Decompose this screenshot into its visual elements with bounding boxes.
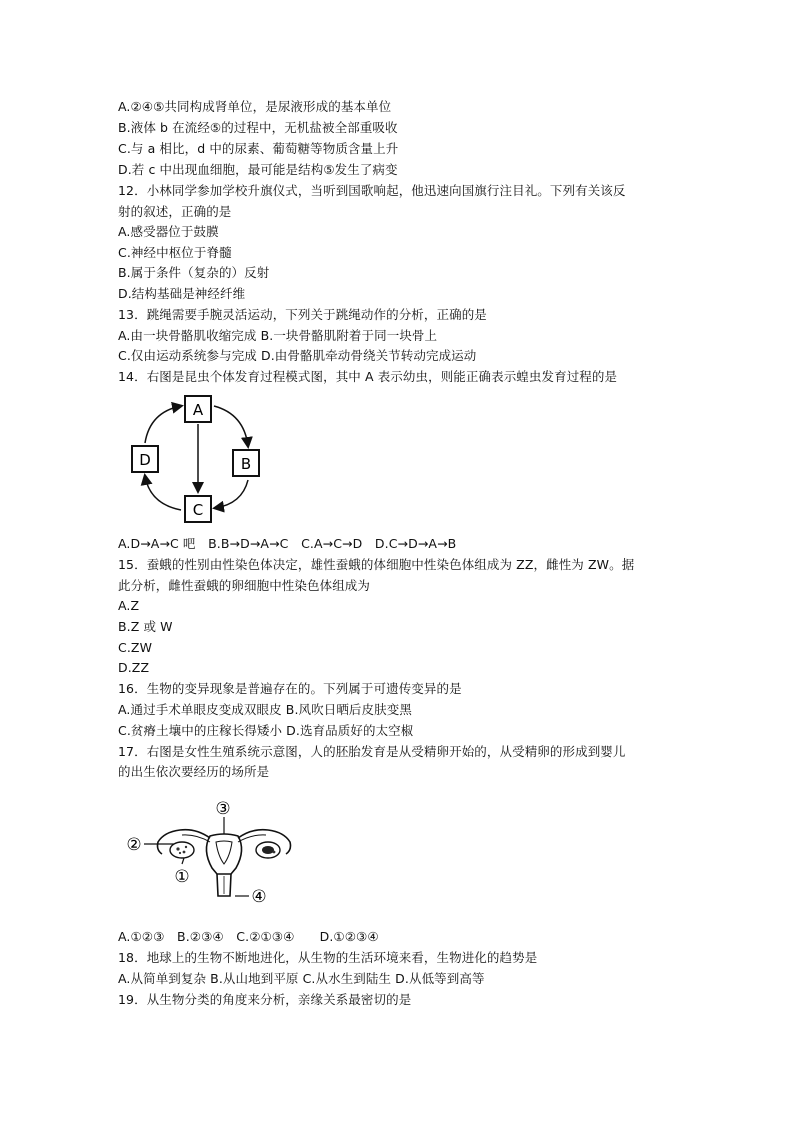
q12-option-a: A.感受器位于鼓膜 bbox=[118, 224, 219, 239]
q11-option-d: D.若 c 中出现血细胞，最可能是结构⑤发生了病变 bbox=[118, 162, 398, 177]
svg-text:A: A bbox=[192, 401, 204, 419]
q16-options-ab: A.通过手术单眼皮变成双眼皮 B.风吹日晒后皮肤变黑 bbox=[118, 702, 412, 717]
q17-stem: 17．右图是女性生殖系统示意图，人的胚胎发育是从受精卵开始的，从受精卵的形成到婴儿 bbox=[118, 744, 626, 759]
arrow-b-to-c bbox=[215, 480, 248, 508]
q15-stem: 15．蚕蛾的性别由性染色体决定，雄性蚕蛾的体细胞中性染色体组成为 ZZ，雌性为 ZW。据 bbox=[118, 557, 635, 572]
q17-stem-cont: 的出生依次要经历的场所是 bbox=[118, 764, 270, 779]
label-4: ④ bbox=[251, 887, 267, 907]
insect-cycle-figure bbox=[118, 390, 278, 526]
cycle-box-a bbox=[185, 396, 211, 422]
q15-option-d: D.ZZ bbox=[118, 660, 150, 675]
cycle-box-c bbox=[185, 496, 211, 522]
label-3: ③ bbox=[215, 799, 231, 819]
label-2: ② bbox=[126, 835, 142, 855]
female-reproductive-figure bbox=[118, 792, 298, 922]
q13-options-ab: A.由一块骨骼肌收缩完成 B.一块骨骼肌附着于同一块骨上 bbox=[118, 328, 438, 343]
q15-option-a: A.Z bbox=[118, 598, 140, 613]
q18-stem: 18．地球上的生物不断地进化，从生物的生活环境来看，生物进化的趋势是 bbox=[118, 950, 538, 965]
arrow-a-to-b bbox=[214, 406, 248, 446]
right-ovary bbox=[256, 842, 280, 858]
svg-text:C: C bbox=[192, 501, 204, 519]
q12-option-c: C.神经中枢位于脊髓 bbox=[118, 245, 232, 260]
q11-option-c: C.与 a 相比，d 中的尿素、葡萄糖等物质含量上升 bbox=[118, 141, 399, 156]
q13-options-cd: C.仅由运动系统参与完成 D.由骨骼肌牵动骨绕关节转动完成运动 bbox=[118, 348, 477, 363]
q15-option-c: C.ZW bbox=[118, 640, 153, 655]
q14-stem: 14．右图是昆虫个体发育过程模式图，其中 A 表示幼虫，则能正确表示蝗虫发育过程的是 bbox=[118, 369, 618, 384]
left-ovary bbox=[170, 842, 194, 858]
q19-stem: 19．从生物分类的角度来分析，亲缘关系最密切的是 bbox=[118, 992, 412, 1007]
cycle-box-d bbox=[132, 446, 158, 472]
q17-options: A.①②③ B.②③④ C.②①③④ D.①②③④ bbox=[118, 929, 379, 944]
arrow-c-to-d bbox=[145, 476, 181, 510]
q15-option-b: B.Z 或 W bbox=[118, 619, 173, 634]
q11-option-b: B.液体 b 在流经⑤的过程中，无机盐被全部重吸收 bbox=[118, 120, 398, 135]
q12-option-b: B.属于条件（复杂的）反射 bbox=[118, 265, 270, 280]
q12-stem-cont: 射的叙述，正确的是 bbox=[118, 204, 232, 219]
svg-text:B: B bbox=[240, 455, 252, 473]
q12-stem: 12．小林同学参加学校升旗仪式，当听到国歌响起，他迅速向国旗行注目礼。下列有关该反 bbox=[118, 183, 626, 198]
q18-options: A.从简单到复杂 B.从山地到平原 C.从水生到陆生 D.从低等到高等 bbox=[118, 971, 485, 986]
uterus bbox=[206, 834, 241, 896]
cycle-box-b bbox=[233, 450, 259, 476]
q16-options-cd: C.贫瘠土壤中的庄稼长得矮小 D.选育品质好的太空椒 bbox=[118, 723, 414, 738]
label-1: ① bbox=[174, 867, 190, 887]
q13-stem: 13．跳绳需要手腕灵活运动，下列关于跳绳动作的分析，正确的是 bbox=[118, 307, 487, 322]
arrow-d-to-a bbox=[145, 406, 181, 443]
svg-text:D: D bbox=[139, 451, 151, 469]
q14-options: A.D→A→C 吧 B.B→D→A→C C.A→C→D D.C→D→A→B bbox=[118, 536, 457, 551]
q16-stem: 16．生物的变异现象是普遍存在的。下列属于可遗传变异的是 bbox=[118, 681, 462, 696]
q11-option-a: A.②④⑤共同构成肾单位，是尿液形成的基本单位 bbox=[118, 99, 392, 114]
q12-option-d: D.结构基础是神经纤维 bbox=[118, 286, 246, 301]
q15-stem-cont: 此分析，雌性蚕蛾的卵细胞中性染色体组成为 bbox=[118, 578, 371, 593]
